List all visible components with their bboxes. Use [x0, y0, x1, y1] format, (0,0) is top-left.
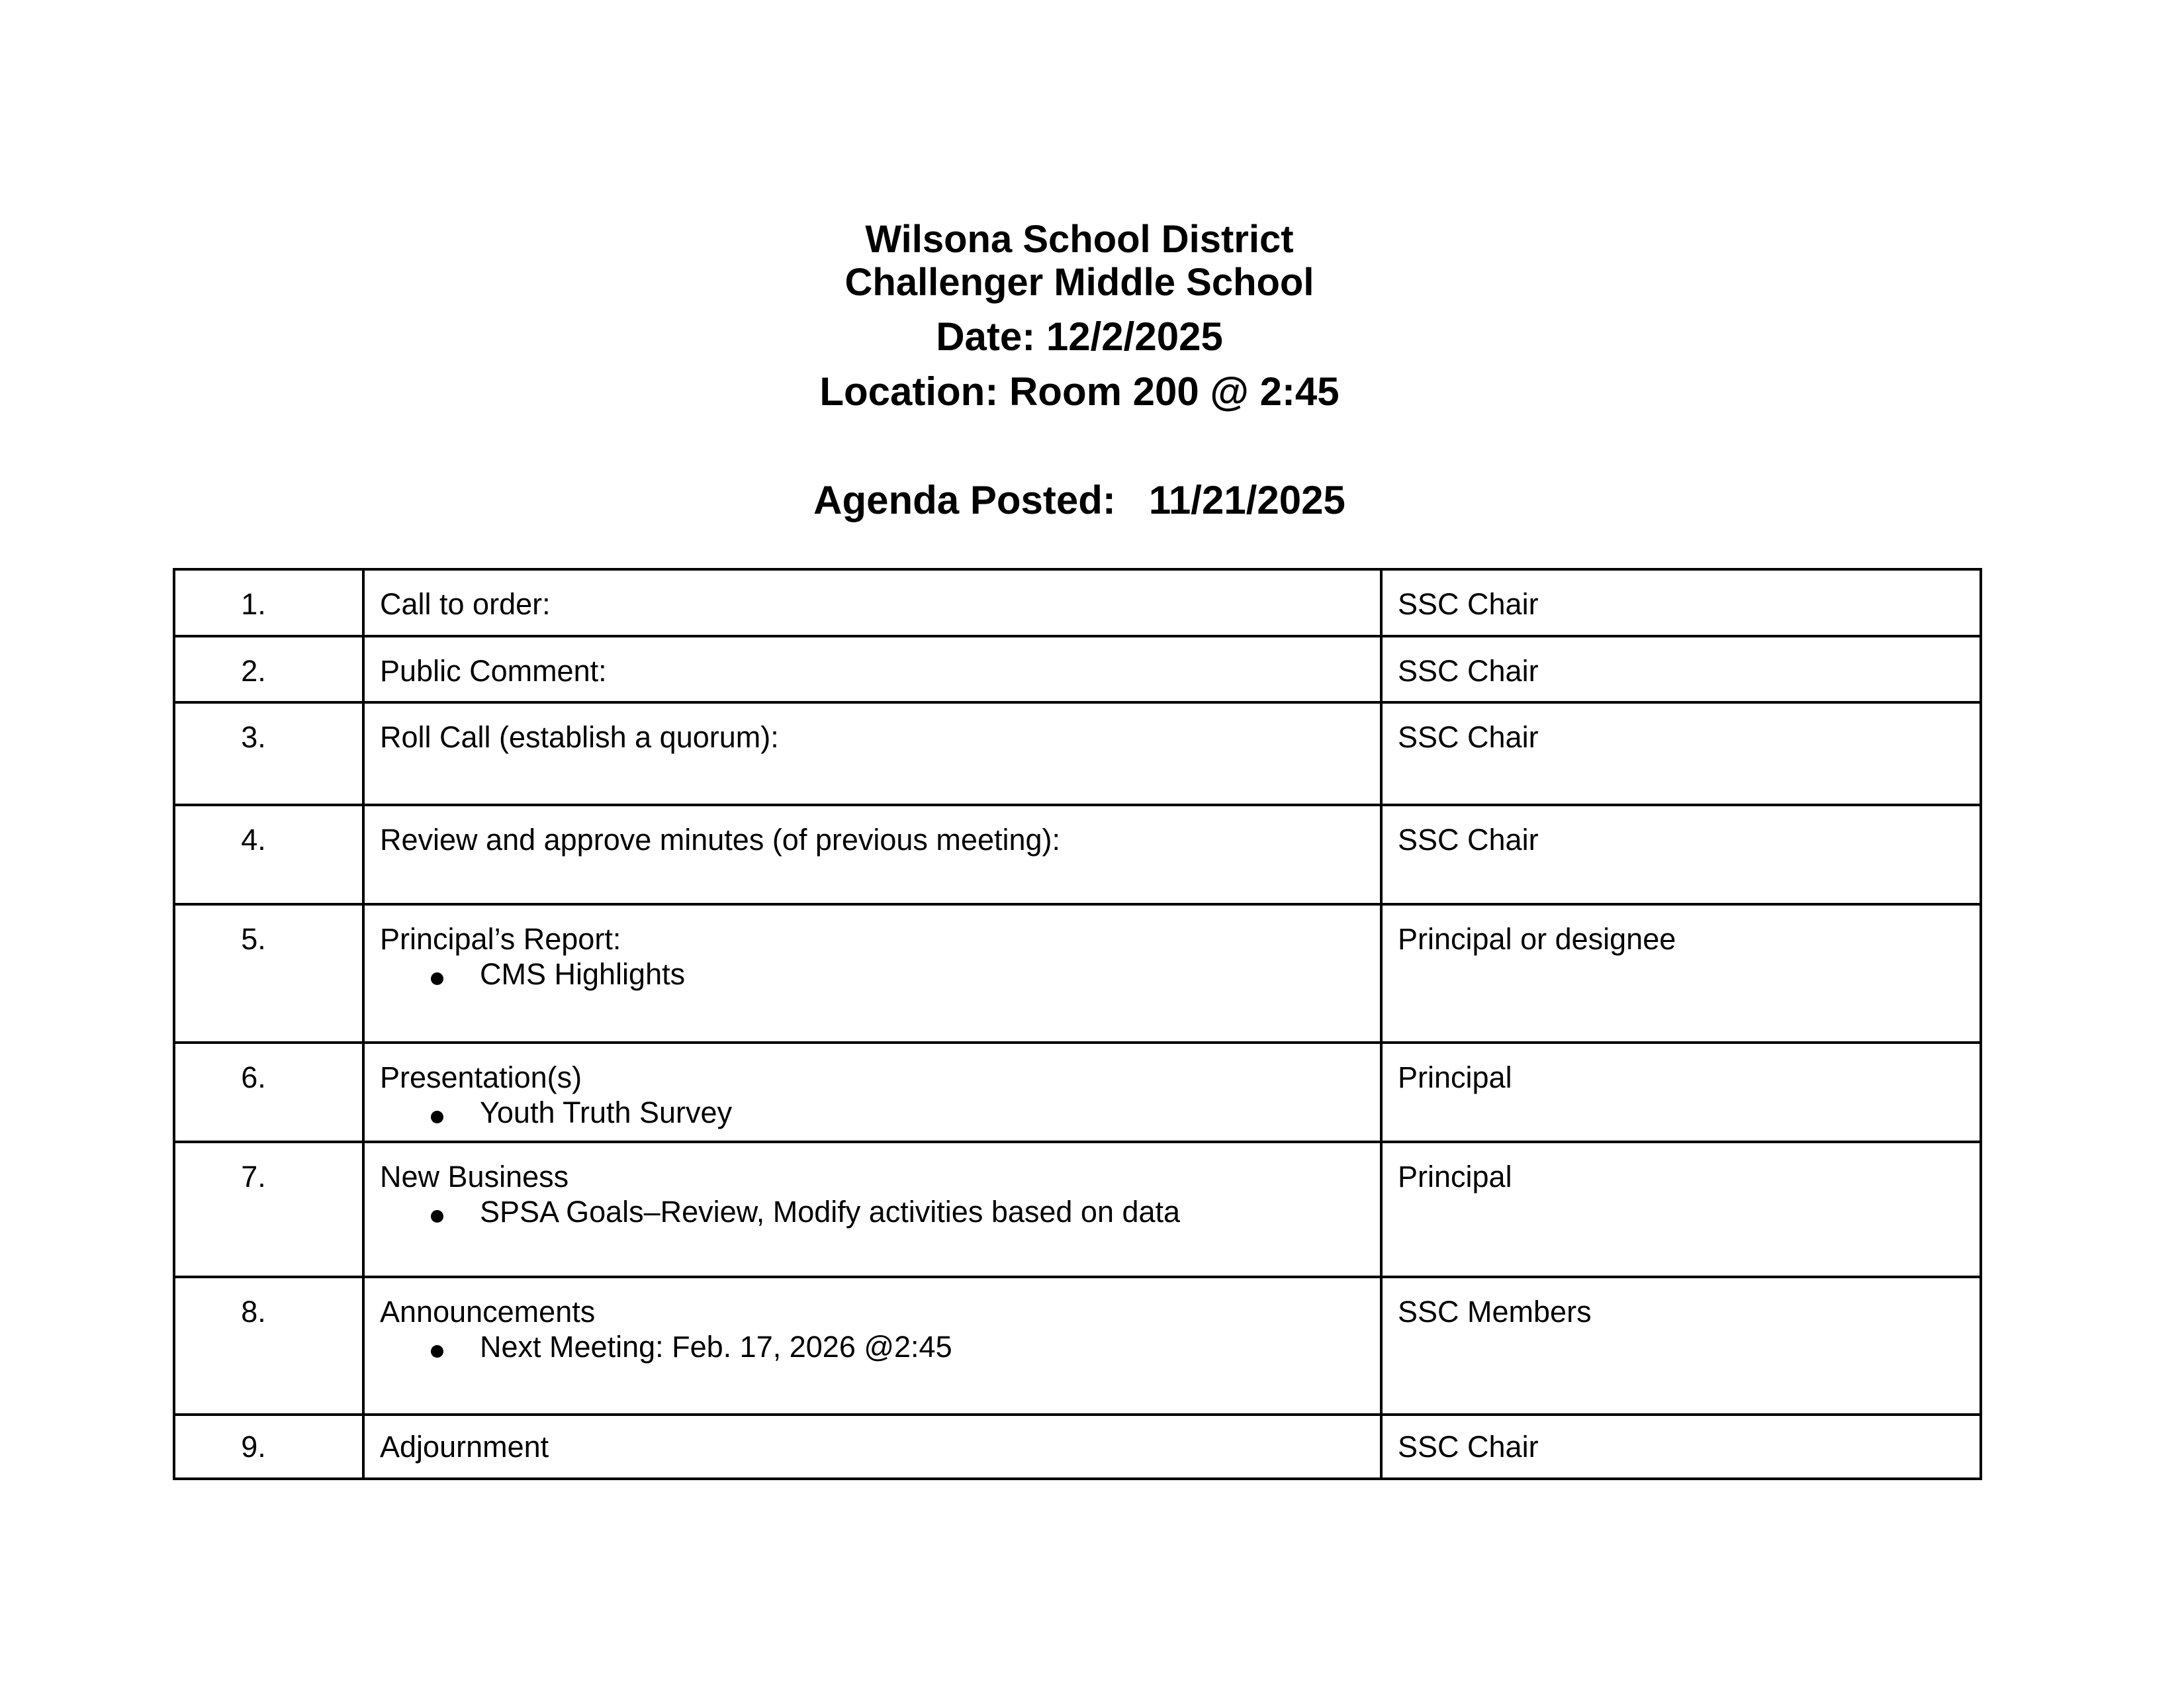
sub-item-text: SPSA Goals–Review, Modify activities based on data — [480, 1195, 1181, 1229]
sub-item-list — [380, 1194, 1380, 1229]
agenda-row-5 — [175, 903, 1979, 1041]
bullet-icon — [431, 1345, 443, 1358]
item-title: Review and approve minutes (of previous meeting): — [380, 823, 1061, 857]
agenda-posted-date: Agenda Posted: 11/21/2025 — [813, 478, 1345, 522]
item-description — [362, 1416, 1380, 1477]
sub-item-text: Next Meeting: Feb. 17, 2026 @2:45 — [480, 1330, 952, 1364]
item-title: Presentation(s) — [380, 1060, 582, 1094]
sub-item-text: CMS Highlights — [480, 957, 686, 991]
item-title: Roll Call (establish a quorum): — [380, 720, 779, 754]
school-title: Challenger Middle School — [844, 261, 1314, 304]
item-description — [362, 906, 1380, 1041]
bullet-icon — [431, 972, 443, 985]
sub-item-text: Youth Truth Survey — [480, 1096, 733, 1129]
item-presenter: Principal or designee — [1380, 906, 1979, 1041]
item-title: Public Comment: — [380, 654, 607, 688]
item-title: New Business — [380, 1160, 569, 1194]
sub-item-list — [380, 1095, 1380, 1130]
item-description — [362, 806, 1380, 903]
bullet-icon — [431, 1111, 443, 1123]
item-title: Call to order: — [380, 587, 551, 621]
item-title: Announcements — [380, 1295, 596, 1329]
agenda-table — [173, 568, 1982, 1480]
agenda-row-3 — [175, 701, 1979, 804]
item-description — [362, 1278, 1380, 1413]
item-presenter: Principal — [1380, 1143, 1979, 1276]
bullet-icon — [431, 1210, 443, 1223]
sub-item-list — [380, 1329, 1380, 1364]
item-number: 1. — [241, 587, 266, 621]
agenda-row-7 — [175, 1141, 1979, 1276]
item-description — [362, 704, 1380, 804]
agenda-row-4 — [175, 804, 1979, 903]
agenda-row-1 — [175, 571, 1979, 635]
item-number: 9. — [241, 1430, 266, 1464]
item-presenter: Principal — [1380, 1044, 1979, 1141]
sub-item — [380, 1095, 1380, 1130]
agenda-row-8 — [175, 1276, 1979, 1413]
item-number: 2. — [241, 654, 266, 688]
item-number: 4. — [241, 823, 266, 857]
item-number: 5. — [241, 922, 266, 956]
item-number: 8. — [241, 1295, 266, 1329]
item-presenter: SSC Chair — [1380, 571, 1979, 635]
item-description — [362, 1143, 1380, 1276]
item-description — [362, 637, 1380, 701]
item-presenter: SSC Members — [1380, 1278, 1979, 1413]
sub-item — [380, 957, 1380, 992]
item-presenter: SSC Chair — [1380, 1416, 1979, 1477]
item-title: Principal’s Report: — [380, 922, 621, 956]
item-description — [362, 1044, 1380, 1141]
agenda-row-2 — [175, 635, 1979, 701]
item-description — [362, 571, 1380, 635]
agenda-row-9 — [175, 1413, 1979, 1477]
sub-item — [380, 1194, 1380, 1229]
meeting-location: Location: Room 200 @ 2:45 — [819, 369, 1340, 414]
item-number: 6. — [241, 1060, 266, 1094]
item-number: 3. — [241, 720, 266, 754]
item-number: 7. — [241, 1160, 266, 1194]
meeting-date: Date: 12/2/2025 — [936, 314, 1223, 359]
item-presenter: SSC Chair — [1380, 704, 1979, 804]
sub-item — [380, 1329, 1380, 1364]
item-presenter: SSC Chair — [1380, 637, 1979, 701]
agenda-row-6 — [175, 1041, 1979, 1141]
sub-item-list — [380, 957, 1380, 992]
item-title: Adjournment — [380, 1430, 549, 1464]
district-title: Wilsona School District — [865, 218, 1294, 261]
item-presenter: SSC Chair — [1380, 806, 1979, 903]
